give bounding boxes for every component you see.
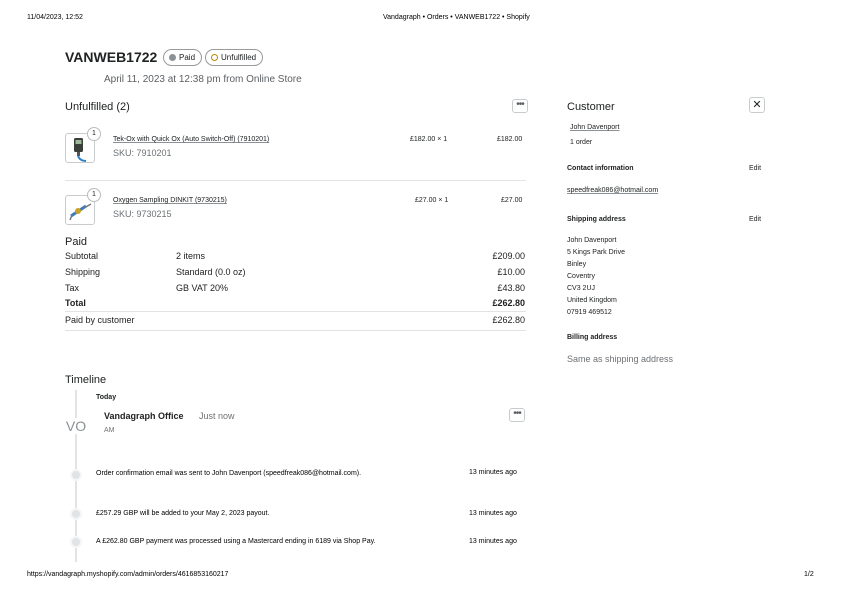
line-item-name[interactable]: Oxygen Sampling DINKIT (9730215): [113, 197, 227, 204]
unfulfilled-title: Unfulfilled (2): [65, 101, 130, 113]
subtotal-label: Subtotal: [65, 251, 99, 261]
order-title: VANWEB1722: [65, 49, 158, 65]
line-item-total: £27.00: [501, 197, 523, 204]
page-url: https://vandagraph.myshopify.com/admin/orders/4616853160217: [27, 571, 229, 578]
fulfillment-status-label: Unfulfilled: [221, 53, 257, 62]
paid-by-customer-label: Paid by customer: [65, 315, 135, 325]
divider: [65, 330, 526, 331]
customer-email-link[interactable]: speedfreak086@hotmail.com: [567, 187, 659, 194]
timeline-event-marker: [70, 508, 82, 520]
avatar: VO: [65, 418, 87, 434]
line-item-total: £182.00: [497, 136, 523, 143]
billing-address-value: Same as shipping address: [567, 354, 674, 364]
timeline-author: Vandagraph Office: [104, 411, 184, 421]
status-dot-icon: [169, 54, 176, 61]
divider: [65, 180, 526, 181]
address-line: CV3 2UJ: [567, 285, 596, 292]
page-number: 1/2: [804, 571, 814, 578]
total-label: Total: [65, 298, 86, 308]
unfulfilled-more-button[interactable]: [512, 99, 528, 113]
close-icon: ✕: [752, 99, 762, 111]
contact-info-label: Contact information: [567, 165, 634, 172]
line-item-sku: SKU: 7910201: [113, 148, 172, 158]
total-value: £262.80: [492, 298, 525, 308]
divider: [65, 311, 526, 312]
edit-shipping-button[interactable]: Edit: [749, 216, 762, 223]
tax-detail: GB VAT 20%: [176, 283, 229, 293]
timeline-event-time: 13 minutes ago: [469, 538, 517, 545]
timeline-day-label: Today: [96, 394, 117, 401]
timeline-event-text: £257.29 GBP will be added to your May 2, 2023 payout.: [96, 510, 270, 517]
timeline-event-marker: [70, 469, 82, 481]
edit-contact-button[interactable]: Edit: [749, 165, 762, 172]
address-line: United Kingdom: [567, 297, 617, 304]
remove-customer-button[interactable]: [749, 97, 765, 113]
subtotal-value: £209.00: [492, 251, 525, 261]
customer-name-link[interactable]: John Davenport: [570, 124, 620, 131]
address-line: 5 Kings Park Drive: [567, 249, 625, 256]
line-item-sku: SKU: 9730215: [113, 209, 172, 219]
more-horizontal-icon: •••: [513, 408, 521, 419]
payment-status-label: Paid: [179, 53, 196, 62]
timeline-event-text: A £262.80 GBP payment was processed using a Mastercard ending in 6189 via Shop Pay.: [96, 538, 376, 545]
address-line: Coventry: [567, 273, 596, 280]
fulfillment-status-badge: [205, 49, 263, 66]
address-line: John Davenport: [567, 237, 617, 244]
line-item-name[interactable]: Tek-Ox with Quick Ox (Auto Switch-Off) (7910201): [113, 136, 270, 143]
more-horizontal-icon: •••: [516, 99, 524, 110]
comment-more-button[interactable]: [509, 408, 525, 422]
shipping-value: £10.00: [497, 267, 525, 277]
shipping-label: Shipping: [65, 267, 101, 277]
timeline-event-marker: [70, 536, 82, 548]
page-title: Vandagraph • Orders • VANWEB1722 • Shopify: [383, 14, 530, 21]
timeline-title: Timeline: [65, 374, 107, 386]
print-date: 11/04/2023, 12:52: [27, 14, 83, 21]
timeline-event-time: 13 minutes ago: [469, 469, 517, 476]
customer-title: Customer: [567, 101, 615, 113]
line-item-unit-price: £27.00 × 1: [415, 197, 449, 204]
status-ring-icon: [211, 54, 218, 61]
address-line: Binley: [567, 261, 587, 268]
quantity-badge: 1: [87, 127, 101, 141]
payment-status-badge: [163, 49, 202, 66]
timeline-event-text: Order confirmation email was sent to John Davenport (speedfreak086@hotmail.com).: [96, 470, 362, 477]
payment-title: Paid: [65, 236, 88, 248]
timeline-author-time: Just now: [199, 411, 235, 421]
quantity-badge: 1: [87, 188, 101, 202]
subtotal-detail: 2 items: [176, 251, 206, 261]
customer-order-count: 1 order: [570, 139, 593, 146]
paid-by-customer-value: £262.80: [492, 315, 525, 325]
tax-label: Tax: [65, 283, 80, 293]
shipping-detail: Standard (0.0 oz): [176, 267, 246, 277]
line-item-unit-price: £182.00 × 1: [410, 136, 448, 143]
shipping-address-label: Shipping address: [567, 216, 626, 223]
timeline-author-time-suffix: AM: [104, 427, 115, 434]
billing-address-label: Billing address: [567, 334, 618, 341]
order-date: April 11, 2023 at 12:38 pm from Online Store: [104, 74, 302, 85]
address-phone: 07919 469512: [567, 309, 612, 316]
timeline-event-time: 13 minutes ago: [469, 510, 517, 517]
tax-value: £43.80: [497, 283, 525, 293]
